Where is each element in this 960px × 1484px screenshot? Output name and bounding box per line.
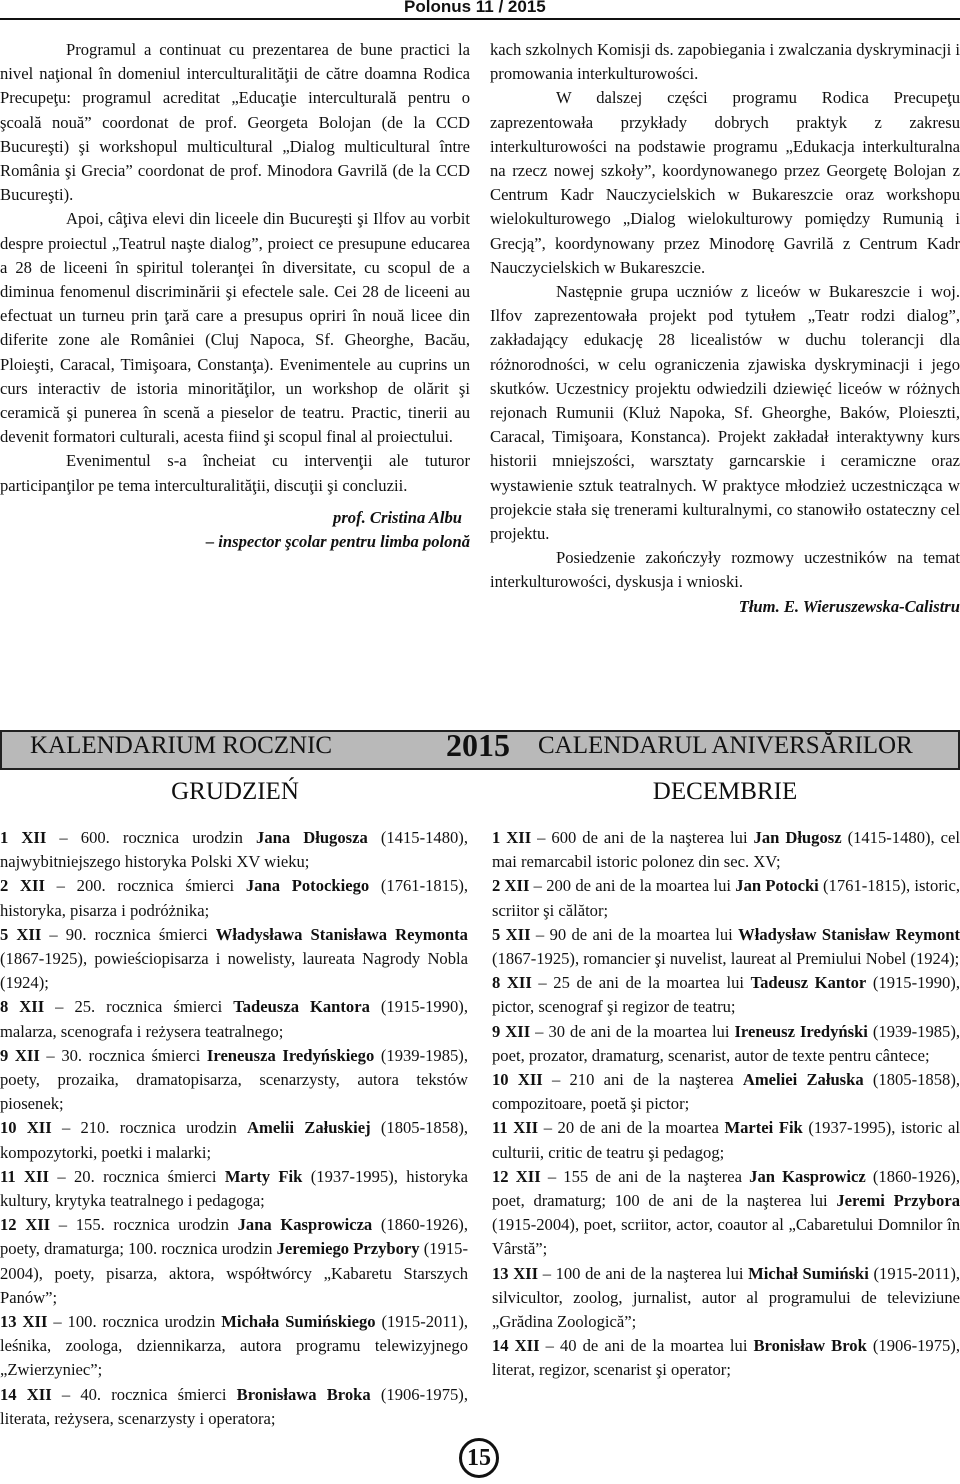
entry-text: – 210 ani de la naşterea — [542, 1070, 743, 1090]
entry-person: Amelii Załuskiej — [247, 1118, 371, 1138]
calendar-entry — [0, 826, 468, 874]
banner-title-polish: KALENDARIUM ROCZNIC — [30, 732, 333, 759]
entry-text: – 30. rocznica śmierci — [39, 1045, 207, 1065]
entry-person: Jana Potockiego — [245, 876, 370, 896]
entry-person: Marty Fik — [224, 1166, 303, 1186]
entry-date: 9 XII — [492, 1021, 531, 1041]
entry-person: Jan Długosz — [753, 828, 842, 847]
entry-text: – 25. rocznica śmierci — [44, 997, 234, 1017]
entry-person: Ireneusz Iredyński — [734, 1021, 868, 1041]
entry-text: (1939-1985), poety, prozaika, dramatopisarza, scenarzysty, autora tekstów piosenek; — [0, 1045, 468, 1114]
calendar-entry — [492, 1068, 960, 1116]
entry-date: 11 XII — [0, 1166, 49, 1186]
entry-date: 13 XII — [0, 1312, 48, 1332]
article-paragraph: kach szkolnych Komisji ds. zapobiegania i zwalczania dyskryminacji i promowania interkulturowości. — [490, 40, 960, 84]
entry-person: Jana Kasprowicza — [237, 1215, 373, 1235]
entry-text: – 210. rocznica urodzin — [51, 1118, 248, 1138]
calendar-entry — [0, 1165, 468, 1213]
signature-role: – inspector şcolar pentru limba polonă — [205, 532, 470, 552]
entry-person: Jana Długosza — [256, 828, 368, 847]
page-number: 15 — [459, 1438, 499, 1478]
calendar-entry — [0, 1213, 468, 1310]
entry-person: Jan Potocki — [735, 876, 819, 896]
article-paragraph: W dalszej części programu Rodica Precupeţu zaprezentowała przykłady dobrych praktyk z zakresu interkulturowości na podstawie programu „Edukacja interkulturalna na rzecz nowej szkoły”, koordynowanego przez Georgetę Bolojan z Centrum Kadr Nauczycielskich w Bukareszcie oraz workshopu wielokulturowego „Dialog wielokulturowy pomiędzy Rumunią i Grecją”, koordynowany przez Minodorę Gavrilă z Centrum Kadr Nauczycielskich w Bukareszcie. — [490, 88, 960, 277]
entry-text: (1860-1926), poet, dramaturg; 100 de ani de la naşterea lui — [492, 1166, 960, 1211]
entry-person: Ireneusza Iredyńskiego — [206, 1045, 375, 1065]
entry-text: (1937-1995), historyka kultury, krytyka teatralnego i pedagoga; — [0, 1166, 468, 1211]
article-paragraph: Apoi, câţiva elevi din liceele din Bucureşti şi Ilfov au vorbit despre proiectul „Teatrul naşte dialog”, proiect ce presupune educarea a 28 de liceeni în spiritul toleranţei în diversitate, cu scopul de a diminua fenomenul discriminării şi efectele sale. Cei 28 de liceeni au efectuat un turneu prin ţară care a presupus opriri în nouă licee din diferite zone ale României (Cluj Napoca, Sf. Gheorghe, Bacău, Ploieşti, Caracal, Timişoara, Constanţa). Evenimentele au cuprins un curs interactiv de istoria minorităţilor, un workshop de olărit şi ceramică şi punerea în scenă a pieselor de teatru. Practic, tinerii au devenit formatori culturali, acesta fiind şi scopul final al proiectului. — [0, 209, 470, 447]
calendar-list-romanian — [492, 826, 960, 1383]
entry-text: (1939-1985), poet, prozator, dramaturg, scenarist, autor de texte pentru cântece; — [492, 1021, 960, 1065]
entry-text: – 40 de ani de la moartea lui — [539, 1336, 754, 1356]
entry-text: (1906-1975), literata, reżysera, scenarzysty i operatora; — [0, 1384, 468, 1428]
entry-person: Michał Sumiński — [748, 1263, 869, 1283]
entry-text: (1805-1858), compozitoare, poetă şi pictor; — [492, 1070, 960, 1114]
entry-date: 1 XII — [0, 828, 47, 847]
entry-person: Tadeusz Kantor — [750, 973, 867, 993]
month-heading-polish: GRUDZIEŃ — [171, 778, 299, 805]
article-romanian — [0, 38, 470, 554]
entry-text: – 155 de ani de la naşterea — [540, 1166, 750, 1186]
article-paragraph: Następnie grupa uczniów z liceów w Bukareszcie i woj. Ilfov zaprezentowała projekt pod tytułem „Teatr rodzi dialog”, zakładający edukację 28 licealistów w duchu tolerancji dla różnorodności, w celu ograniczenia zjawiska dyskryminacji i jego skutków. Uczestnicy projektu odwiedzili dziewięć liceów w różnych rejonach Rumunii (Kluż Napoka, Sf. Gheorghe, Baków, Ploieszti, Caracal, Timişoara, Konstanca). Projekt zakładał interaktywny kurs historii mniejszości, warsztaty garncarskie i ceramiczne oraz wystawienie sztuk teatralnych. W praktyce młodzież uczestnicząca w projekcie stała się trenerami kulturalnymi, co stanowiło ostateczny cel projektu. — [490, 282, 960, 544]
entry-date: 9 XII — [0, 1045, 40, 1065]
entry-text: – 40. rocznica śmierci — [51, 1384, 237, 1404]
entry-date: 5 XII — [492, 924, 531, 944]
entry-person: Władysław Stanisław Reymont — [738, 924, 960, 944]
article-paragraph: Programul a continuat cu prezentarea de bune practici la nivel naţional în domeniul interculturalităţii de către doamna Rodica Precupeţu: programul acreditat „Educaţie interculturală pentru o şcoală nouă” coordonat de prof. Georgeta Bolojan (de la CCD Bucureşti) şi workshopul multicultural „Dialog multicultural între România şi Grecia” coordonat de prof. Minodora Gavrilă (de la CCD Bucureşti). — [0, 40, 470, 205]
entry-date: 12 XII — [492, 1166, 541, 1186]
calendar-entry — [492, 971, 960, 1019]
entry-person: Bronisław Brok — [753, 1336, 867, 1356]
calendar-entry — [0, 995, 468, 1043]
entry-date: 8 XII — [0, 997, 45, 1017]
entry-text: (1761-1815), historyka, pisarza i podróżnika; — [0, 876, 468, 920]
calendar-entry — [492, 1116, 960, 1164]
calendar-entry — [0, 1044, 468, 1117]
entry-date: 14 XII — [0, 1384, 52, 1404]
month-heading-romanian: DECEMBRIE — [652, 778, 798, 805]
entry-text: – 600 de ani de la naşterea lui — [531, 828, 754, 847]
entry-date: 8 XII — [492, 973, 532, 993]
entry-date: 2 XII — [492, 876, 530, 896]
banner-year: 2015 — [446, 727, 510, 763]
article-polish — [490, 38, 960, 619]
entry-date: 10 XII — [0, 1118, 52, 1138]
anniversary-calendar-banner — [0, 727, 960, 770]
calendar-entry — [492, 923, 960, 971]
entry-date: 12 XII — [0, 1215, 51, 1235]
entry-date: 2 XII — [0, 876, 45, 896]
calendar-entry — [492, 1262, 960, 1335]
entry-text: (1915-1990), malarza, scenografa i reżysera teatralnego; — [0, 997, 468, 1041]
entry-person: Tadeusza Kantora — [233, 997, 370, 1017]
entry-text: (1415-1480), najwybitniejszego historyka Polski XV wieku; — [0, 828, 468, 872]
entry-person: Ameliei Załuska — [742, 1070, 864, 1090]
calendar-entry — [492, 874, 960, 922]
calendar-entry — [0, 1116, 468, 1164]
entry-text: (1915-2004), poet, scriitor, actor, coautor al „Cabaretului Domnilor în Vârstă”; — [492, 1215, 960, 1259]
entry-person: Jeremi Przybora — [836, 1191, 960, 1211]
calendar-list-polish — [0, 826, 468, 1431]
entry-text: (1906-1975), literat, regizor, scenarist şi operator; — [492, 1336, 960, 1380]
entry-text: – 100. rocznica urodzin — [47, 1312, 222, 1332]
entry-text: (1915-1990), pictor, scenograf şi regizor de teatru; — [492, 973, 960, 1017]
calendar-entry — [0, 923, 468, 996]
page-header — [0, 0, 960, 22]
entry-text: (1860-1926), poety, dramaturga; 100. rocznica urodzin — [0, 1215, 468, 1259]
entry-person: Bronisława Broka — [236, 1384, 371, 1404]
entry-text: (1867-1925), romancier şi nuvelist, laureat al Premiului Nobel (1924); — [492, 949, 960, 969]
entry-person: Władysława Stanisława Reymonta — [215, 924, 468, 944]
banner-title-romanian: CALENDARUL ANIVERSĂRILOR — [538, 732, 913, 759]
entry-text: – 200 de ani de la moartea lui — [529, 876, 736, 896]
entry-person: Martei Fik — [724, 1118, 803, 1138]
calendar-entry — [0, 874, 468, 922]
entry-text: (1915-2004), poety, pisarza, aktora, współtwórcy „Kabaretu Starszych Panów”; — [0, 1239, 469, 1307]
entry-person: Jeremiego Przybory — [276, 1239, 420, 1259]
entry-date: 5 XII — [0, 924, 42, 944]
calendar-entry — [492, 1334, 960, 1382]
entry-text: – 90 de ani de la moartea lui — [530, 924, 739, 944]
entry-text: (1937-1995), istoric al culturii, critic de teatru şi pedagog; — [492, 1118, 960, 1162]
signature-name: prof. Cristina Albu — [333, 507, 462, 527]
translator-credit: Tłum. E. Wieruszewska-Calistru — [738, 596, 960, 616]
entry-text: – 20 de ani de la moartea — [538, 1118, 725, 1138]
magazine-issue-title: Polonus 11 / 2015 — [398, 0, 552, 17]
entry-text: (1915-2011), silvicultor, zoolog, jurnalist, autor al programului de televiziune „Grădina Zoologică”; — [492, 1263, 960, 1332]
entry-date: 11 XII — [492, 1118, 539, 1138]
entry-text: – 155. rocznica urodzin — [50, 1215, 238, 1235]
calendar-entry — [492, 1165, 960, 1262]
entry-person: Michała Sumińskiego — [221, 1312, 376, 1332]
calendar-entry — [492, 1020, 960, 1068]
entry-text: (1805-1858), kompozytorki, poetki i malarki; — [0, 1118, 468, 1162]
entry-text: – 90. rocznica śmierci — [41, 924, 216, 944]
article-paragraph: Evenimentul s-a încheiat cu intervenţii ale tuturor participanţilor pe tema interculturalităţii, discuţii şi concluzii. — [0, 451, 470, 495]
calendar-entry — [492, 826, 960, 874]
entry-text: – 20. rocznica śmierci — [48, 1166, 225, 1186]
entry-text: (1761-1815), istoric, scriitor şi călător; — [492, 876, 960, 920]
header-rule — [0, 18, 960, 20]
entry-text: – 30 de ani de la moartea lui — [530, 1021, 735, 1041]
entry-text: (1415-1480), cel mai remarcabil istoric polonez din sec. XV; — [492, 828, 960, 872]
entry-text: – 600. rocznica urodzin — [46, 828, 257, 847]
entry-text: – 100 de ani de la naşterea lui — [538, 1263, 749, 1283]
entry-person: Jan Kasprowicz — [749, 1166, 866, 1186]
entry-date: 1 XII — [492, 828, 532, 847]
entry-date: 14 XII — [492, 1336, 540, 1356]
entry-text: (1867-1925), powieściopisarza i nowelisty, laureata Nagrody Nobla (1924); — [0, 949, 468, 993]
article-paragraph: Posiedzenie zakończyły rozmowy uczestników na temat interkulturowości, dyskusja i wnioski. — [490, 548, 960, 592]
calendar-entry — [0, 1310, 468, 1383]
entry-date: 10 XII — [492, 1070, 543, 1090]
calendar-entry — [0, 1383, 468, 1431]
entry-date: 13 XII — [492, 1263, 539, 1283]
entry-text: (1915-2011), leśnika, zoologa, dziennikarza, autora programu telewizyjnego „Zwierzyniec”; — [0, 1312, 468, 1380]
entry-text: – 200. rocznica śmierci — [44, 876, 246, 896]
entry-text: – 25 de ani de la moartea lui — [531, 973, 751, 993]
